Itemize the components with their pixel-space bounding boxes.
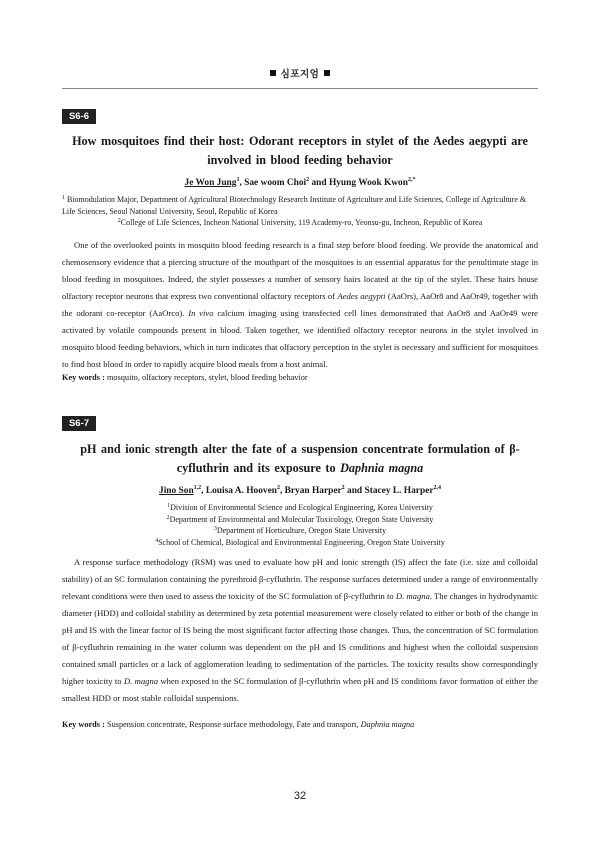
text-run: One of the overlooked points in mosquito blood feeding research is a final step before blood feeding. We provide the anatomical and chemosensory evidence that a piercing structure of the mouthpart of the mosquitoes is an essential apparatus for the penultimate stage in blood feeding in mosquitoes. Indeed, the stylet possesses a number of sensory hairs located at the tip of the stylet. These hairs house olfactory receptor neurons that express two conventional olfactory receptors of — [62, 240, 538, 301]
text-run: mosquito, olfactory receptors, stylet, blood feeding behavior — [104, 373, 308, 382]
author-name: Je Won Jung — [184, 178, 237, 188]
author-name: Stacey L. Harper — [364, 486, 434, 496]
author-affiliation-mark: 2,* — [407, 177, 416, 183]
author-name: Sae woom Choi — [244, 178, 307, 188]
affiliation — [62, 502, 538, 514]
header-square-right-icon — [324, 70, 330, 76]
affiliation-text: Department of Horticulture, Oregon State University — [216, 526, 387, 535]
author-affiliation-mark: 1 — [236, 177, 240, 183]
author-list: Je Won Jung$^1$, Sae woom Choi$^2$ and Hyung Wook Kwon$^{2,*}$ — [184, 177, 416, 188]
author-name: Hyung Wook Kwon — [328, 178, 408, 188]
italic-run: Daphnia magna — [340, 461, 424, 475]
text-run: when exposed to the SC formulation of β-cyfluthrin when pH and IS conditions favor formation of either the smallest HDD or most stable colloidal suspensions. — [62, 676, 538, 703]
affiliation-mark: 2 — [117, 218, 121, 224]
affiliation-mark: 2 — [166, 514, 170, 521]
author-affiliation-mark: 2 — [276, 485, 280, 491]
italic-run: Daphnia magna — [360, 720, 415, 729]
header-title: 심포지엄 — [280, 69, 320, 80]
affiliation-text: Division of Environmental Science and Ecological Engineering, Korea University — [170, 503, 433, 512]
affiliation-list — [62, 502, 538, 548]
abstract-body — [62, 237, 538, 373]
affiliation-mark: 1 — [167, 503, 171, 509]
text-run: (AaOrs), AaOr8 and AaOr49, together with the odorant co-receptor (AaOrco). — [62, 291, 538, 318]
affiliation-mark: 4 — [155, 537, 159, 544]
abstract-body — [62, 554, 538, 707]
affiliation — [62, 525, 538, 537]
affiliation — [62, 217, 538, 229]
text-run: calcium imaging using transfected cell lines demonstrated that AaOr8 and AaOr49 were activated by volatile compounds present in blood. Taken together, we identified olfactory receptor neurons in the stylet involved in mosquito blood feeding behaviors, which in turn indicates that olfactory perception in the stylet is necessary and sufficient for mosquitoes to find host blood in order to rapidly acquire blood meals from a host animal. — [62, 308, 538, 369]
keywords — [62, 373, 538, 382]
author-list: Jino Son$^{1,2}$, Louisa A. Hooven$^2$, Bryan Harper$^2$ and Stacey L. Harper$^{2,4}$ — [159, 485, 441, 496]
italic-run: D. magna — [123, 676, 159, 686]
affiliation-text: College of Life Sciences, Incheon National University, 119 Academy-ro, Yeonsu-gu, Incheon, Republic of Korea — [120, 218, 483, 227]
page-number: 32 — [293, 790, 307, 802]
author-name: Bryan Harper — [284, 486, 342, 496]
text-run: pH and ionic strength alter the fate of a suspension concentrate formulation of β-cyfluthrin and its exposure to — [80, 442, 520, 475]
keywords-label: Key words : — [62, 720, 105, 729]
italic-run: D. magna — [395, 591, 430, 601]
abstract-title — [62, 440, 538, 478]
text-run: . The changes in hydrodynamic diameter (HDD) and colloidal stability as determined by zeta potential measurement were closely related to either or both of the change in pH and IS with the linear factor of IS being the most significant factor affecting those changes. Thus, the concentration of SC formulation of β-cyfluthrin remaining in the water column was dependent on the pH and IS conditions and highest when the colloidal suspension contained small particles or a lack of agglomeration leading to sedimentation of the particles. The toxicity results show correspondingly higher toxicity to — [62, 591, 538, 686]
abstract-tag: S6-6 — [62, 109, 96, 124]
affiliation-list — [62, 194, 538, 229]
affiliation-mark: 1 — [62, 195, 65, 201]
abstract-title: How mosquitoes find their host: Odorant receptors in stylet of the Aedes aegypti are involved in blood feeding behavior — [72, 134, 528, 167]
affiliation — [62, 514, 538, 526]
affiliation-text: Department of Environmental and Molecular Toxicology, Oregon State University — [169, 514, 434, 524]
affiliation-text: School of Chemical, Biological and Environmental Engineering, Oregon State University — [158, 537, 445, 547]
italic-run: Aedes aegypti — [337, 291, 386, 301]
affiliation-mark: 3 — [213, 526, 217, 532]
text-run: A response surface methodology (RSM) was used to evaluate how pH and ionic strength (IS) affect the fate (i.e. size and colloidal stability) of an SC formulation containing the pyrethroid β-cyfluthrin. The response surfaces determined under a range of environmentally relevant conditions were then used to assess the toxicity of the SC formulation of β-cyfluthrin to — [62, 557, 538, 601]
author-affiliation-mark: 2,4 — [433, 485, 441, 491]
keywords-list — [105, 373, 308, 382]
author-name: Jino Son — [159, 486, 194, 496]
header-square-left-icon — [270, 70, 276, 76]
header-rule — [62, 88, 538, 89]
italic-run: In vivo — [188, 308, 214, 318]
keywords-label: Key words : — [62, 373, 105, 382]
affiliation — [62, 537, 538, 549]
author-affiliation-mark: 1,2 — [193, 485, 202, 491]
abstract-tag: S6-7 — [62, 416, 96, 431]
keywords — [62, 720, 538, 729]
keywords-list — [105, 720, 414, 729]
affiliation-text: Biomodulation Major, Department of Agricultural Biotechnology Research Institute of Agriculture and Life Sciences, College of Agriculture & Life Sciences, Seoul National University, Seoul, Republic of Korea — [62, 195, 527, 216]
author-affiliation-mark: 2 — [341, 485, 345, 491]
running-header — [0, 66, 600, 80]
author-affiliation-mark: 2 — [306, 177, 310, 183]
text-run: Suspension concentrate, Response surface methodology, Fate and transport, — [104, 720, 361, 729]
affiliation — [62, 194, 538, 217]
author-name: Louisa A. Hooven — [205, 486, 277, 496]
